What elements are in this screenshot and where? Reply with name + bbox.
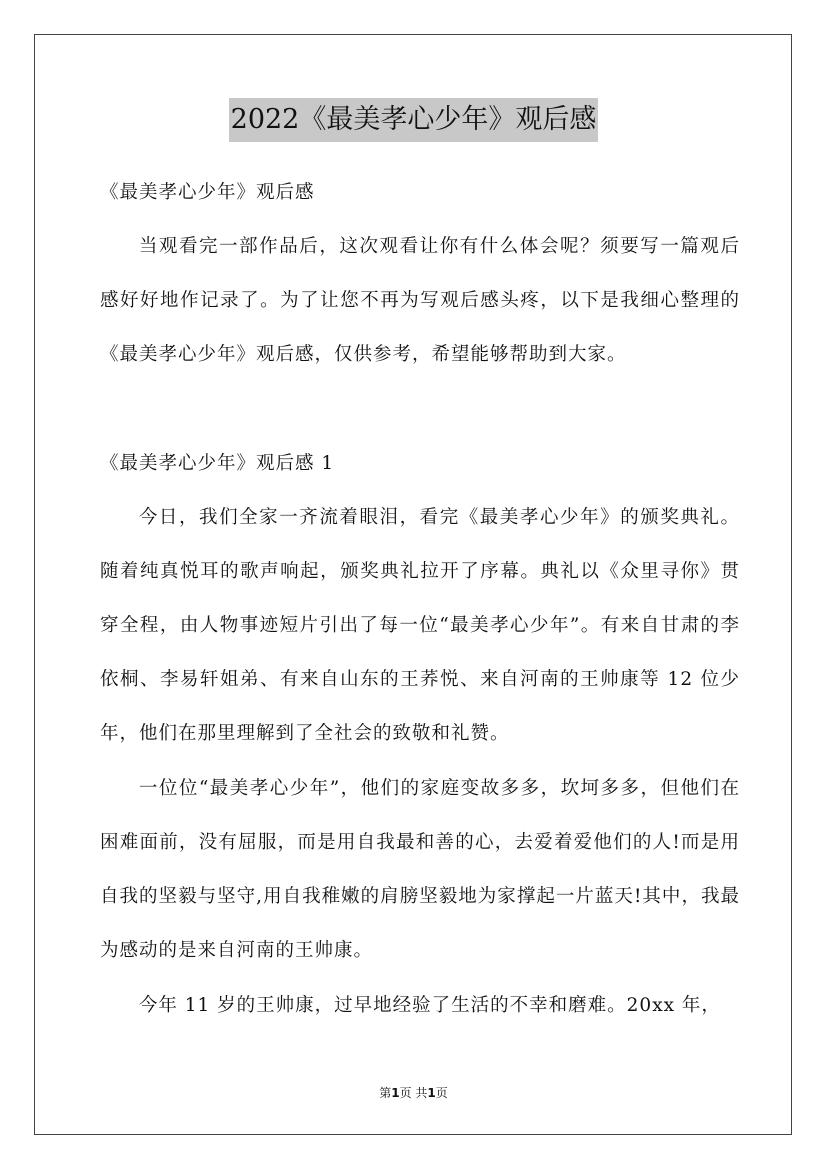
intro-heading: 《最美孝心少年》观后感 (100, 182, 315, 203)
footer-suffix: 页 (435, 1086, 448, 1100)
title-container (0, 98, 827, 142)
footer-current-page: 1 (391, 1086, 400, 1100)
document-title: 2022《最美孝心少年》观后感 (229, 98, 599, 142)
footer-prefix: 第 (379, 1086, 392, 1100)
section1-paragraph-2: 一位位“最美孝心少年”，他们的家庭变故多多，坎坷多多，但他们在困难面前，没有屈服，而是用自我最和善的心，去爱着爱他们的人!而是用自我的坚毅与坚守,用自我稚嫩的肩膀坚毅地为家撑起一片蓝天!其中，我最为感动的是来自河南的王帅康。 (100, 778, 740, 961)
footer-middle: 页 共 (399, 1086, 428, 1100)
section1-paragraph-1: 今日，我们全家一齐流着眼泪，看完《最美孝心少年》的颁奖典礼。随着纯真悦耳的歌声响起，颁奖典礼拉开了序幕。典礼以《众里寻你》贯穿全程，由人物事迹短片引出了每一位“最美孝心少年”。有来自甘肃的李依桐、李易轩姐弟、有来自山东的王荞悦、来自河南的王帅康等 12 位少年，他们在那里理解到了全社会的致敬和礼赞。 (100, 507, 740, 744)
section1-heading: 《最美孝心少年》观后感 1 (100, 453, 335, 474)
footer-total-pages: 1 (427, 1086, 436, 1100)
intro-paragraph: 当观看完一部作品后，这次观看让你有什么体会呢？须要写一篇观后感好好地作记录了。为了让您不再为写观后感头疼，以下是我细心整理的《最美孝心少年》观后感，仅供参考，希望能够帮助到大家。 (100, 236, 740, 365)
page-footer (0, 1084, 827, 1101)
section1-paragraph-3: 今年 11 岁的王帅康，过早地经验了生活的不幸和磨难。20xx 年， (138, 995, 721, 1016)
